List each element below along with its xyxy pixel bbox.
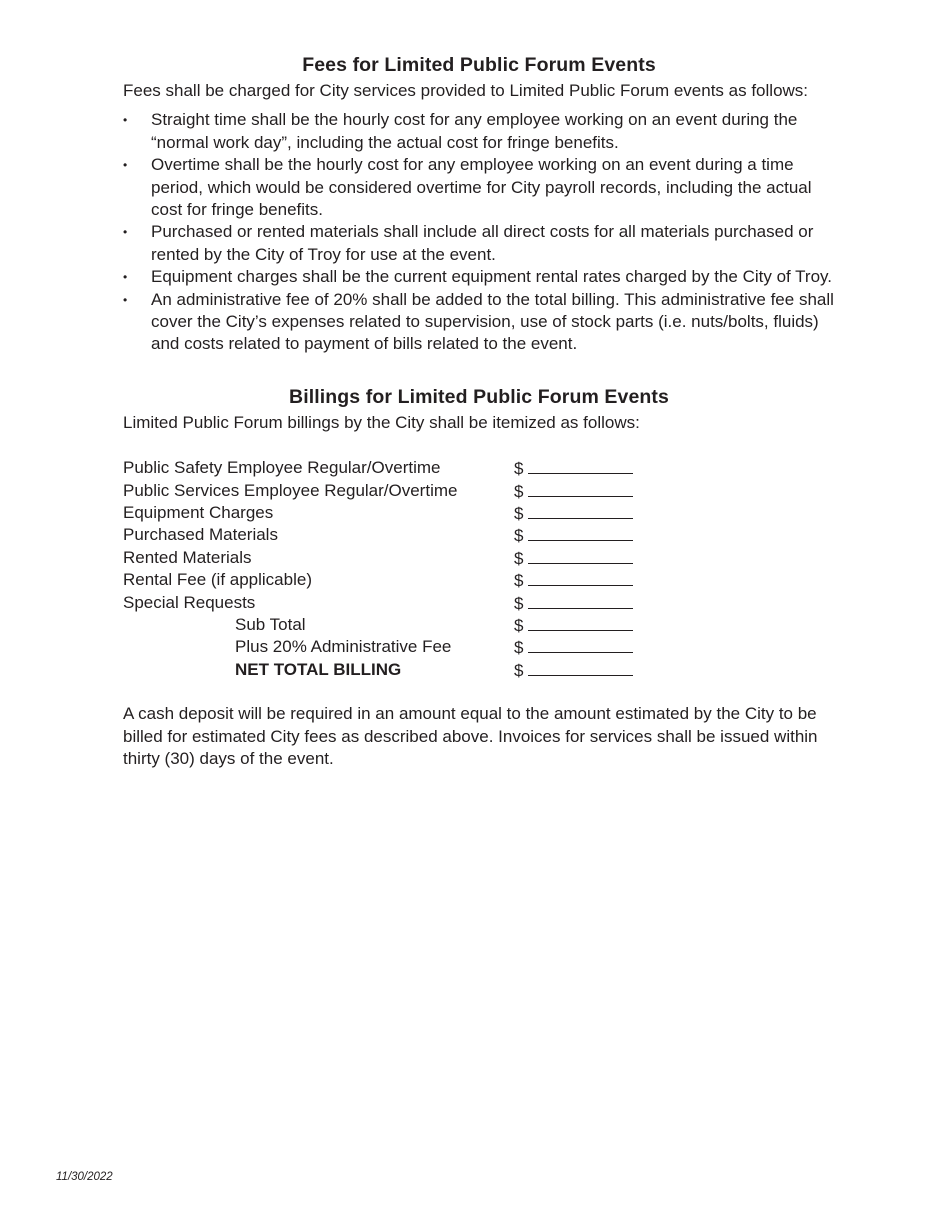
document-page bbox=[123, 50, 835, 770]
amount-field[interactable] bbox=[514, 636, 633, 659]
list-item-text: Straight time shall be the hourly cost for any employee working on an event during the “normal work day”, including the actual cost for fringe benefits. bbox=[151, 110, 798, 152]
billing-row-label: Special Requests bbox=[123, 592, 256, 612]
currency-symbol: $ bbox=[514, 660, 524, 680]
bullet-icon: • bbox=[123, 158, 128, 173]
billing-row-public-services bbox=[123, 480, 835, 502]
amount-field[interactable] bbox=[514, 457, 633, 480]
list-item-text: Overtime shall be the hourly cost for any employee working on an event during a time period, which would be considered overtime for City payroll records, including the actual cost for fringe benefits. bbox=[151, 155, 812, 220]
currency-symbol: $ bbox=[514, 638, 524, 658]
billing-row-label: Equipment Charges bbox=[123, 503, 274, 523]
billing-row-admin-fee bbox=[123, 636, 835, 658]
currency-symbol: $ bbox=[514, 526, 524, 546]
bullet-icon: • bbox=[123, 225, 128, 240]
list-item bbox=[123, 289, 835, 356]
billing-row-label: Public Safety Employee Regular/Overtime bbox=[123, 458, 441, 478]
amount-field[interactable] bbox=[514, 592, 633, 615]
currency-symbol: $ bbox=[514, 593, 524, 613]
currency-symbol: $ bbox=[514, 616, 524, 636]
billing-row-net-total bbox=[123, 659, 835, 681]
billing-row-label: Public Services Employee Regular/Overtime bbox=[123, 480, 458, 500]
amount-field[interactable] bbox=[514, 547, 633, 570]
blank-line bbox=[528, 569, 633, 586]
billing-row-subtotal bbox=[123, 614, 835, 636]
bullet-icon: • bbox=[123, 292, 128, 307]
amount-field[interactable] bbox=[514, 569, 633, 592]
blank-line bbox=[528, 457, 633, 474]
list-item bbox=[123, 266, 835, 288]
billing-row-label: Plus 20% Administrative Fee bbox=[235, 637, 452, 657]
blank-line bbox=[528, 614, 633, 631]
blank-line bbox=[528, 547, 633, 564]
billing-row-rental-fee bbox=[123, 569, 835, 591]
amount-field[interactable] bbox=[514, 524, 633, 547]
billing-row-public-safety bbox=[123, 457, 835, 479]
amount-field[interactable] bbox=[514, 480, 633, 503]
billing-row-special-requests bbox=[123, 592, 835, 614]
blank-line bbox=[528, 524, 633, 541]
amount-field[interactable] bbox=[514, 614, 633, 637]
list-item-text: An administrative fee of 20% shall be added to the total billing. This administrative fee shall cover the City’s expenses related to supervision, use of stock parts (i.e. nuts/bolts, fluids) and costs related to payment of bills related to the event. bbox=[151, 289, 834, 354]
blank-line bbox=[528, 480, 633, 497]
billings-section-title: Billings for Limited Public Forum Events bbox=[289, 385, 669, 408]
bullet-icon: • bbox=[123, 113, 128, 128]
closing-paragraph: A cash deposit will be required in an amount equal to the amount estimated by the City to be billed for estimated City fees as described above. Invoices for services shall be issued within thirty (30) days of the event. bbox=[123, 704, 818, 768]
currency-symbol: $ bbox=[514, 504, 524, 524]
billing-row-rented bbox=[123, 547, 835, 569]
blank-line bbox=[528, 636, 633, 653]
blank-line bbox=[528, 592, 633, 609]
blank-line bbox=[528, 502, 633, 519]
fees-section-title: Fees for Limited Public Forum Events bbox=[302, 54, 656, 76]
fees-bullet-list bbox=[123, 109, 835, 355]
billing-itemization bbox=[123, 457, 835, 681]
currency-symbol: $ bbox=[514, 481, 524, 501]
amount-field[interactable] bbox=[514, 659, 633, 682]
billing-row-label: Purchased Materials bbox=[123, 525, 278, 545]
blank-line bbox=[528, 659, 633, 676]
list-item-text: Equipment charges shall be the current equipment rental rates charged by the City of Troy. bbox=[151, 267, 832, 287]
list-item-text: Purchased or rented materials shall include all direct costs for all materials purchased or rented by the City of Troy for use at the event. bbox=[151, 222, 814, 264]
billing-row-label: NET TOTAL BILLING bbox=[235, 659, 402, 679]
list-item bbox=[123, 109, 835, 154]
amount-field[interactable] bbox=[514, 502, 633, 525]
currency-symbol: $ bbox=[514, 571, 524, 591]
list-item bbox=[123, 221, 835, 266]
billing-row-label: Rented Materials bbox=[123, 547, 252, 567]
billing-row-equipment bbox=[123, 502, 835, 524]
currency-symbol: $ bbox=[514, 548, 524, 568]
fees-intro: Fees shall be charged for City services provided to Limited Public Forum events as follows: bbox=[123, 81, 809, 100]
billings-intro: Limited Public Forum billings by the City shall be itemized as follows: bbox=[123, 412, 640, 432]
footer-date: 11/30/2022 bbox=[56, 1171, 113, 1183]
billing-row-label: Sub Total bbox=[235, 615, 306, 635]
list-item bbox=[123, 154, 835, 221]
currency-symbol: $ bbox=[514, 459, 524, 479]
billing-row-label: Rental Fee (if applicable) bbox=[123, 570, 312, 590]
billing-row-purchased bbox=[123, 524, 835, 546]
bullet-icon: • bbox=[123, 270, 128, 285]
